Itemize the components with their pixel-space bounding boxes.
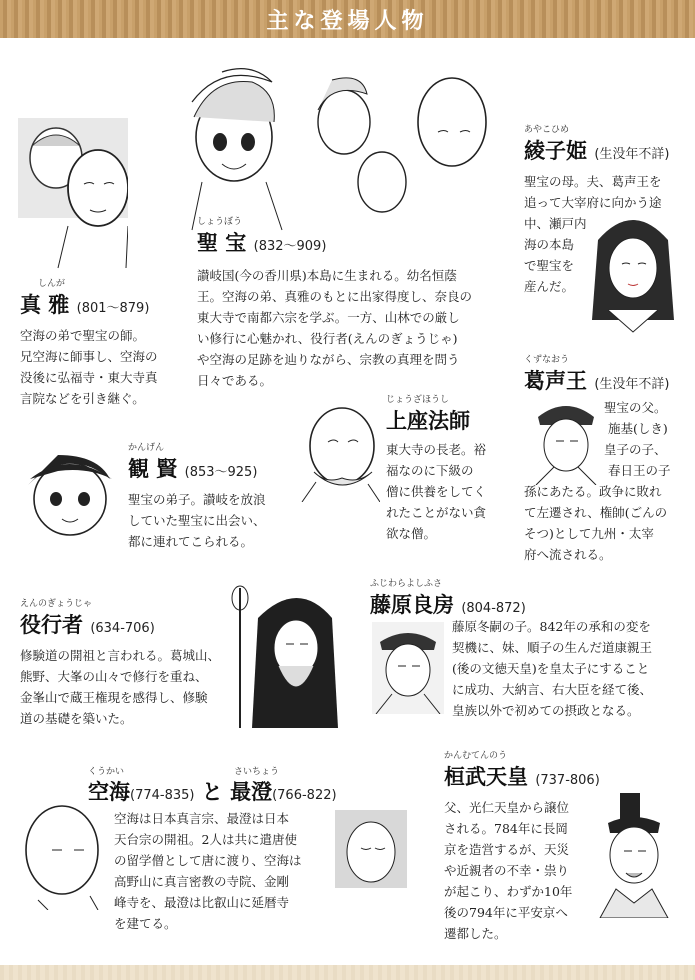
kangen-illustration	[18, 445, 122, 540]
desc-line: 僧に供養をしてく	[386, 484, 487, 499]
ennogyouja-years: (634-706)	[90, 621, 155, 636]
fujiwara-years: (804-872)	[461, 601, 526, 616]
kuzunaou-years: (生没年不詳)	[594, 377, 670, 392]
jouza-illustration	[300, 402, 380, 502]
shinga-description	[20, 325, 158, 409]
entry-shoubou	[197, 214, 472, 391]
desc-line: 父、光仁天皇から譲位	[444, 800, 570, 815]
kanmu-description	[444, 797, 600, 944]
kukai-ruby: くうかい	[88, 767, 125, 777]
kukai-saicho-description	[114, 808, 302, 934]
desc-line: 後の794年に平安京へ	[444, 905, 568, 920]
desc-line: 高野山に真言密教の寺院、金剛	[114, 874, 290, 889]
shoubou-name-text: 聖 宝	[197, 231, 247, 255]
jouza-description	[386, 439, 486, 544]
entry-ennogyouja	[20, 596, 220, 729]
shoubou-group-illustration	[182, 62, 497, 232]
desc-line: 道の基礎を築いた。	[20, 711, 133, 726]
kanmu-ruby: かんむてんのう	[444, 751, 508, 761]
kanmu-years: (737-806)	[535, 773, 600, 788]
desc-line: 讃岐国(今の香川県)本島に生まれる。幼名恒蔭	[197, 268, 457, 283]
fujiwara-ruby: ふじわらよしふさ	[370, 579, 443, 589]
jouza-name: 上座法師	[386, 409, 470, 433]
desc-line: 施基(しき)	[608, 421, 668, 436]
desc-line: 修験道の開祖と言われる。葛城山、	[20, 648, 221, 663]
desc-line: 皇子の子、	[604, 442, 667, 457]
desc-line: される。784年に長岡	[444, 821, 568, 836]
kangen-years: (853〜925)	[184, 465, 258, 480]
shinga-ruby: しんが	[38, 279, 66, 289]
fujiwara-illustration	[372, 622, 444, 714]
desc-line: 天台宗の開祖。2人は共に遣唐使	[114, 832, 297, 847]
desc-line: (後の文徳天皇)を皇太子にすること	[452, 661, 650, 676]
desc-line: 産んだ。	[524, 279, 575, 294]
desc-line: 追って大宰府に向かう途	[524, 195, 662, 210]
fujiwara-name-text: 藤原良房	[370, 593, 454, 617]
shinga-name	[20, 289, 158, 319]
desc-line: 中、瀬戸内	[524, 216, 587, 231]
desc-line: が起こり、わずか10年	[444, 884, 573, 899]
desc-line: 日々である。	[197, 373, 273, 388]
kuzunaou-description	[524, 397, 671, 565]
desc-line: 遷都した。	[444, 926, 507, 941]
desc-line: 聖宝の母。夫、葛声王を	[524, 174, 662, 189]
ennogyouja-name-text: 役行者	[20, 613, 83, 637]
shinga-years: (801〜879)	[76, 301, 150, 316]
entry-kanmu	[444, 748, 600, 944]
ennogyouja-name	[20, 609, 220, 639]
jouza-ruby: じょうざほうし	[386, 395, 450, 405]
kanmu-name-text: 桓武天皇	[444, 765, 528, 789]
saicho-name: 最澄	[230, 780, 273, 804]
desc-line: 言院などを引き継ぐ。	[20, 391, 145, 406]
desc-line: 京を造営するが、天災	[444, 842, 570, 857]
saicho-years: (766-822)	[272, 788, 337, 803]
desc-line: 府へ流される。	[524, 547, 612, 562]
desc-line: 契機に、妹、順子の生んだ道康親王	[452, 640, 653, 655]
desc-line: や空海の足跡を辿りながら、宗教の真理を問う	[197, 352, 460, 367]
entry-ayakohime	[524, 122, 669, 297]
fujiwara-description	[452, 616, 652, 721]
desc-line: 空海は日本真言宗、最澄は日本	[114, 811, 290, 826]
entry-kangen	[128, 440, 266, 552]
desc-line: や近親者の不幸・祟り	[444, 863, 570, 878]
desc-line: れたことがない貪	[386, 505, 487, 520]
shinga-illustration	[18, 118, 128, 270]
desc-line: の留学僧として唐に渡り、空海は	[114, 853, 302, 868]
kuzunaou-name	[524, 365, 671, 395]
desc-line: 東大寺の長老。裕	[386, 442, 487, 457]
saicho-illustration	[335, 810, 407, 888]
conjunction: と	[201, 780, 223, 804]
desc-line: で聖宝を	[524, 258, 575, 273]
desc-line: 聖宝の弟子。讃岐を放浪	[128, 492, 266, 507]
desc-line: て左遷され、権帥(ごんの	[524, 505, 668, 520]
desc-line: 藤原冬嗣の子。842年の承和の変を	[452, 619, 651, 634]
ayakohime-ruby: あやこひめ	[524, 125, 570, 135]
desc-line: 海の本島	[524, 237, 575, 252]
desc-line: 没後に弘福寺・東大寺真	[20, 370, 158, 385]
shoubou-description	[197, 265, 472, 391]
kangen-name-text: 観 賢	[128, 457, 178, 481]
kuzunaou-name-text: 葛声王	[524, 369, 587, 393]
page-title: 主な登場人物	[266, 8, 429, 34]
saicho-ruby: さいちょう	[234, 767, 280, 777]
kangen-name	[128, 453, 266, 483]
desc-line: 空海の弟で聖宝の師。	[20, 328, 146, 343]
kuzunaou-ruby: くずなおう	[524, 355, 570, 365]
ennogyouja-description	[20, 645, 220, 729]
kukai-years: (774-835)	[130, 788, 195, 803]
kukai-saicho-name	[88, 776, 337, 806]
desc-line: 王。空海の弟、真雅のもとに出家得度し、奈良の	[197, 289, 473, 304]
ennogyouja-illustration	[228, 578, 338, 728]
shoubou-ruby: しょうぼう	[197, 217, 243, 227]
ayakohime-name	[524, 135, 669, 165]
desc-line: を建てる。	[114, 916, 177, 931]
desc-line: い修行に心魅かれ、役行者(えんのぎょうじゃ)	[197, 331, 458, 346]
desc-line: そつ)として九州・太宰	[524, 526, 654, 541]
kanmu-name	[444, 761, 600, 791]
ayakohime-years: (生没年不詳)	[594, 147, 670, 162]
ennogyouja-ruby: えんのぎょうじゃ	[20, 599, 93, 609]
kangen-description	[128, 489, 266, 552]
desc-line: 春日王の子	[608, 463, 671, 478]
desc-line: 皇族以外で初めての摂政となる。	[452, 703, 640, 718]
desc-line: 福なのに下級の	[386, 463, 474, 478]
fujiwara-name	[370, 589, 526, 619]
entry-kukai-saicho	[88, 764, 337, 806]
desc-line: していた聖宝に出会い、	[128, 513, 266, 528]
entry-shinga	[20, 276, 158, 409]
desc-line: 孫にあたる。政争に敗れ	[524, 484, 662, 499]
desc-line: に成功、大納言、右大臣を経て後、	[452, 682, 653, 697]
shoubou-years: (832〜909)	[253, 239, 327, 254]
shinga-name-text: 真 雅	[20, 293, 70, 317]
desc-line: 熊野、大峯の山々で修行を重ね、	[20, 669, 208, 684]
ayakohime-description	[524, 171, 669, 297]
desc-line: 欲な僧。	[386, 526, 437, 541]
shoubou-name	[197, 227, 472, 257]
desc-line: 東大寺で南都六宗を学ぶ。一方、山林での厳し	[197, 310, 460, 325]
footer-band	[0, 965, 695, 980]
kukai-illustration	[18, 800, 103, 910]
title-banner	[0, 0, 695, 38]
entry-fujiwara	[370, 576, 526, 619]
kangen-ruby: かんげん	[128, 443, 165, 453]
kanmu-illustration	[598, 793, 670, 918]
desc-line: 都に連れてこられる。	[128, 534, 254, 549]
ayakohime-name-text: 綾子姫	[524, 139, 587, 163]
desc-line: 兄空海に師事し、空海の	[20, 349, 158, 364]
desc-line: 峰寺を、最澄は比叡山に延暦寺	[114, 895, 290, 910]
desc-line: 聖宝の父。	[604, 400, 667, 415]
desc-line: 金峯山で蔵王権現を感得し、修験	[20, 690, 208, 705]
entry-jouza	[386, 392, 486, 544]
kukai-name: 空海	[88, 780, 130, 804]
entry-kuzunaou	[524, 352, 671, 565]
